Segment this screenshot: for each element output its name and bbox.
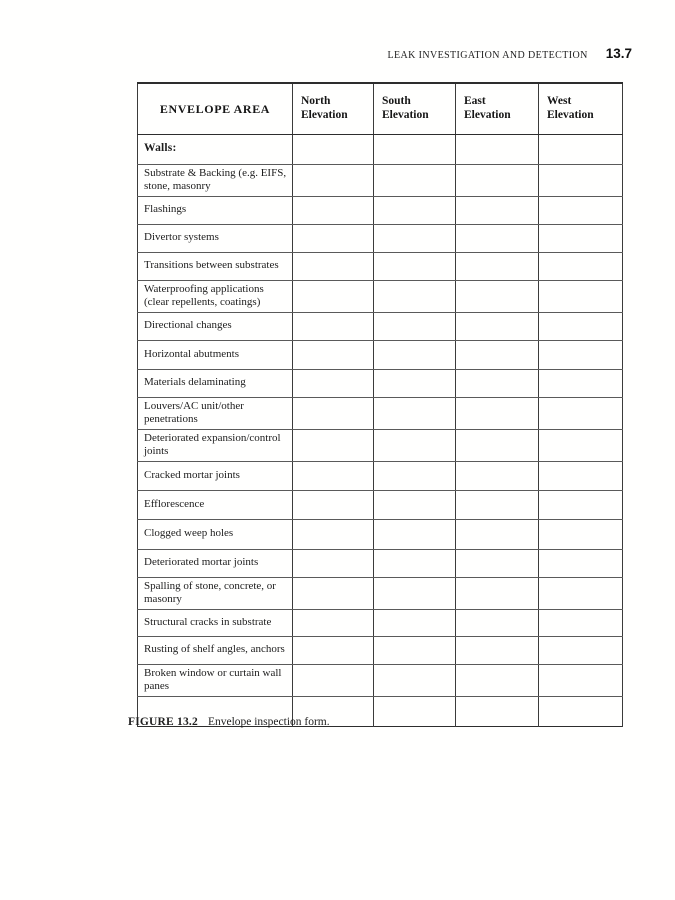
table-row-spalling <box>138 577 623 609</box>
row-label: Materials delaminating <box>138 369 293 397</box>
elevation-cell <box>374 397 456 429</box>
elevation-cell <box>456 397 539 429</box>
elevation-cell <box>374 490 456 519</box>
row-label: Waterproofing applications (clear repellents, coatings) <box>138 280 293 312</box>
table-header-row <box>138 83 623 134</box>
column-header-envelope-area: ENVELOPE AREA <box>138 83 293 134</box>
table-row-divertor-systems <box>138 224 623 252</box>
elevation-cell <box>456 134 539 164</box>
elevation-cell <box>539 369 623 397</box>
elevation-cell <box>374 224 456 252</box>
elevation-cell <box>539 164 623 196</box>
figure-caption-label: FIGURE 13.2 <box>128 716 198 728</box>
row-label: Efflorescence <box>138 490 293 519</box>
column-header-west-elevation: West Elevation <box>539 83 623 134</box>
table-row-rusting-shelf-angles <box>138 636 623 664</box>
envelope-inspection-table <box>137 82 623 727</box>
elevation-cell <box>374 196 456 224</box>
elevation-cell <box>374 696 456 726</box>
table-row-efflorescence <box>138 490 623 519</box>
elevation-cell <box>293 609 374 636</box>
elevation-cell <box>293 252 374 280</box>
elevation-cell <box>293 461 374 490</box>
elevation-cell <box>374 164 456 196</box>
elevation-cell <box>293 490 374 519</box>
table-row-broken-window-panes <box>138 664 623 696</box>
elevation-cell <box>456 490 539 519</box>
elevation-cell <box>539 609 623 636</box>
elevation-cell <box>539 664 623 696</box>
elevation-cell <box>374 609 456 636</box>
elevation-cell <box>293 280 374 312</box>
table-row-transitions <box>138 252 623 280</box>
table-row-deteriorated-mortar-joints <box>138 549 623 577</box>
table-row-materials-delaminating <box>138 369 623 397</box>
elevation-cell <box>293 519 374 549</box>
elevation-cell <box>374 664 456 696</box>
elevation-cell <box>456 696 539 726</box>
elevation-cell <box>539 340 623 369</box>
elevation-cell <box>539 134 623 164</box>
elevation-cell <box>293 636 374 664</box>
elevation-cell <box>539 252 623 280</box>
row-label: Transitions between substrates <box>138 252 293 280</box>
table-row-clogged-weep-holes <box>138 519 623 549</box>
elevation-cell <box>456 636 539 664</box>
row-label: Structural cracks in substrate <box>138 609 293 636</box>
table-row-flashings <box>138 196 623 224</box>
elevation-cell <box>374 549 456 577</box>
row-label: Deteriorated expansion/control joints <box>138 429 293 461</box>
elevation-cell <box>539 461 623 490</box>
elevation-cell <box>293 340 374 369</box>
running-header-title: LEAK INVESTIGATION AND DETECTION <box>387 50 588 61</box>
table-row-louvers-penetrations <box>138 397 623 429</box>
column-header-east-elevation: East Elevation <box>456 83 539 134</box>
elevation-cell <box>539 196 623 224</box>
row-label: Deteriorated mortar joints <box>138 549 293 577</box>
table-row-cracked-mortar-joints <box>138 461 623 490</box>
elevation-cell <box>293 664 374 696</box>
elevation-cell <box>374 340 456 369</box>
elevation-cell <box>539 312 623 340</box>
row-label: Divertor systems <box>138 224 293 252</box>
figure-caption-text: Envelope inspection form. <box>207 716 330 728</box>
row-label: Substrate & Backing (e.g. EIFS, stone, masonry <box>138 164 293 196</box>
elevation-cell <box>539 429 623 461</box>
elevation-cell <box>293 397 374 429</box>
table-row-horizontal-abutments <box>138 340 623 369</box>
elevation-cell <box>456 609 539 636</box>
elevation-cell <box>539 696 623 726</box>
table-row-substrate-backing <box>138 164 623 196</box>
table-row-structural-cracks <box>138 609 623 636</box>
elevation-cell <box>539 577 623 609</box>
row-label: Cracked mortar joints <box>138 461 293 490</box>
table-row-expansion-control-joints <box>138 429 623 461</box>
row-label: Horizontal abutments <box>138 340 293 369</box>
elevation-cell <box>456 549 539 577</box>
row-label: Clogged weep holes <box>138 519 293 549</box>
elevation-cell <box>456 224 539 252</box>
elevation-cell <box>293 577 374 609</box>
elevation-cell <box>539 636 623 664</box>
elevation-cell <box>293 312 374 340</box>
table-row-directional-changes <box>138 312 623 340</box>
elevation-cell <box>456 519 539 549</box>
elevation-cell <box>456 664 539 696</box>
page-number: 13.7 <box>605 46 632 61</box>
column-header-north-elevation: North Elevation <box>293 83 374 134</box>
elevation-cell <box>374 636 456 664</box>
elevation-cell <box>456 196 539 224</box>
elevation-cell <box>374 280 456 312</box>
elevation-cell <box>456 252 539 280</box>
elevation-cell <box>374 134 456 164</box>
elevation-cell <box>374 312 456 340</box>
row-label: Broken window or curtain wall panes <box>138 664 293 696</box>
elevation-cell <box>456 429 539 461</box>
elevation-cell <box>293 369 374 397</box>
elevation-cell <box>374 577 456 609</box>
row-label: Rusting of shelf angles, anchors <box>138 636 293 664</box>
row-label: Flashings <box>138 196 293 224</box>
elevation-cell <box>293 224 374 252</box>
elevation-cell <box>456 312 539 340</box>
elevation-cell <box>374 369 456 397</box>
elevation-cell <box>293 549 374 577</box>
elevation-cell <box>539 490 623 519</box>
elevation-cell <box>456 340 539 369</box>
figure-caption <box>128 716 330 728</box>
elevation-cell <box>374 519 456 549</box>
elevation-cell <box>374 252 456 280</box>
elevation-cell <box>374 429 456 461</box>
elevation-cell <box>374 461 456 490</box>
elevation-cell <box>293 164 374 196</box>
row-label: Walls: <box>138 134 293 164</box>
elevation-cell <box>539 397 623 429</box>
running-header <box>387 46 632 61</box>
table-row-waterproofing <box>138 280 623 312</box>
elevation-cell <box>293 429 374 461</box>
elevation-cell <box>456 369 539 397</box>
elevation-cell <box>539 280 623 312</box>
table-row-walls <box>138 134 623 164</box>
row-label: Louvers/AC unit/other penetrations <box>138 397 293 429</box>
elevation-cell <box>539 519 623 549</box>
elevation-cell <box>456 461 539 490</box>
elevation-cell <box>456 577 539 609</box>
row-label: Spalling of stone, concrete, or masonry <box>138 577 293 609</box>
elevation-cell <box>539 224 623 252</box>
elevation-cell <box>293 134 374 164</box>
column-header-south-elevation: South Elevation <box>374 83 456 134</box>
elevation-cell <box>293 196 374 224</box>
elevation-cell <box>456 280 539 312</box>
elevation-cell <box>456 164 539 196</box>
row-label: Directional changes <box>138 312 293 340</box>
elevation-cell <box>539 549 623 577</box>
